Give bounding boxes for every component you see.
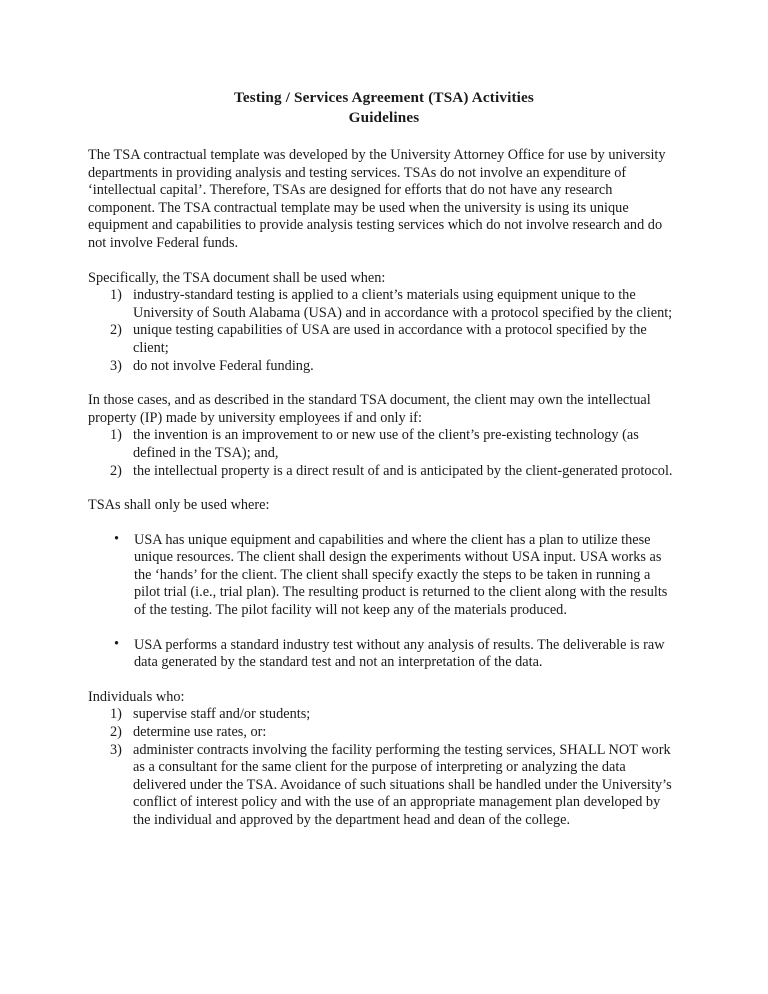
list-item [88,724,680,742]
where-bullet-list [88,532,680,672]
list-marker: 1) [110,287,122,304]
usage-section-lead-in: Specifically, the TSA document shall be used when: [88,269,386,286]
page-title-line-1: Testing / Services Agreement (TSA) Activities [234,89,534,106]
list-item [88,532,680,620]
individuals-section-lead-in: Individuals who: [88,688,185,705]
list-item-text: determine use rates, or: [133,724,267,741]
bullet-icon: • [114,530,120,547]
list-item-text: do not involve Federal funding. [133,357,314,374]
list-marker: 2) [110,462,122,479]
list-item-text: USA performs a standard industry test without any analysis of results. The deliverable is raw data generated by the standard test and not an interpretation of the data. [134,636,665,671]
list-item [88,742,680,830]
list-item [88,358,680,376]
list-item-text: supervise staff and/or students; [133,706,311,723]
page-title [88,88,680,127]
list-marker: 2) [110,724,122,741]
spacer [88,515,680,532]
list-item [88,706,680,724]
spacer [88,127,680,147]
bullet-icon: • [114,635,120,652]
list-item-text: industry-standard testing is applied to a client’s materials using equipment unique to the University of South Alabama (USA) and in accordance with a protocol specified by the client; [133,287,673,321]
where-section-lead-in: TSAs shall only be used where: [88,497,270,514]
spacer [88,375,680,392]
spacer [88,672,680,689]
list-item-text: administer contracts involving the facility performing the testing services, SHALL NOT work as a consultant for the same client for the purpose of interpreting or analyzing the data delivered under the TSA. Avoidance of such situations shall be handled under the University’s conflict of interest policy and with the use of an appropriate management plan developed by the individual and approved by the department head and dean of the college. [133,741,672,828]
list-item [88,463,680,481]
usage-numbered-list [88,287,680,375]
list-item-text: the intellectual property is a direct result of and is anticipated by the client-generated protocol. [133,462,673,479]
list-item-text: USA has unique equipment and capabilities and where the client has a plan to utilize these unique resources. The client shall design the experiments without USA input. USA works as the ‘hands’ for the client. The client shall specify exactly the steps to be taken in running a pilot trial (i.e., trial plan). The resulting product is returned to the client along with the results of the testing. The pilot facility will not keep any of the materials produced. [134,531,668,619]
page-title-line-2: Guidelines [348,108,420,126]
list-item [88,287,680,322]
list-marker: 3) [110,357,122,374]
ip-section-lead-in: In those cases, and as described in the standard TSA document, the client may own the intellectual property (IP) made by university employees if and only if: [88,392,651,426]
list-item [88,322,680,357]
list-item-text: the invention is an improvement to or new use of the client’s pre-existing technology (as defined in the TSA); and, [133,427,639,461]
list-item [88,427,680,462]
list-item [88,637,680,672]
list-marker: 1) [110,706,122,723]
individuals-numbered-list [88,706,680,829]
list-marker: 3) [110,741,122,758]
spacer [88,253,680,270]
list-item-text: unique testing capabilities of USA are used in accordance with a protocol specified by the client; [133,322,647,356]
spacer [88,620,680,637]
ip-numbered-list [88,427,680,480]
spacer [88,480,680,497]
intro-paragraph: The TSA contractual template was developed by the University Attorney Office for use by university departments in providing analysis and testing services. TSAs do not involve an expenditure of ‘intellectual capital’. Therefore, TSAs are designed for efforts that do not have any research component. The TSA contractual template may be used when the university is using its unique equipment and capabilities to provide analysis testing services which do not involve research and do not involve Federal funds. [88,147,666,251]
list-marker: 2) [110,322,122,339]
list-marker: 1) [110,427,122,444]
